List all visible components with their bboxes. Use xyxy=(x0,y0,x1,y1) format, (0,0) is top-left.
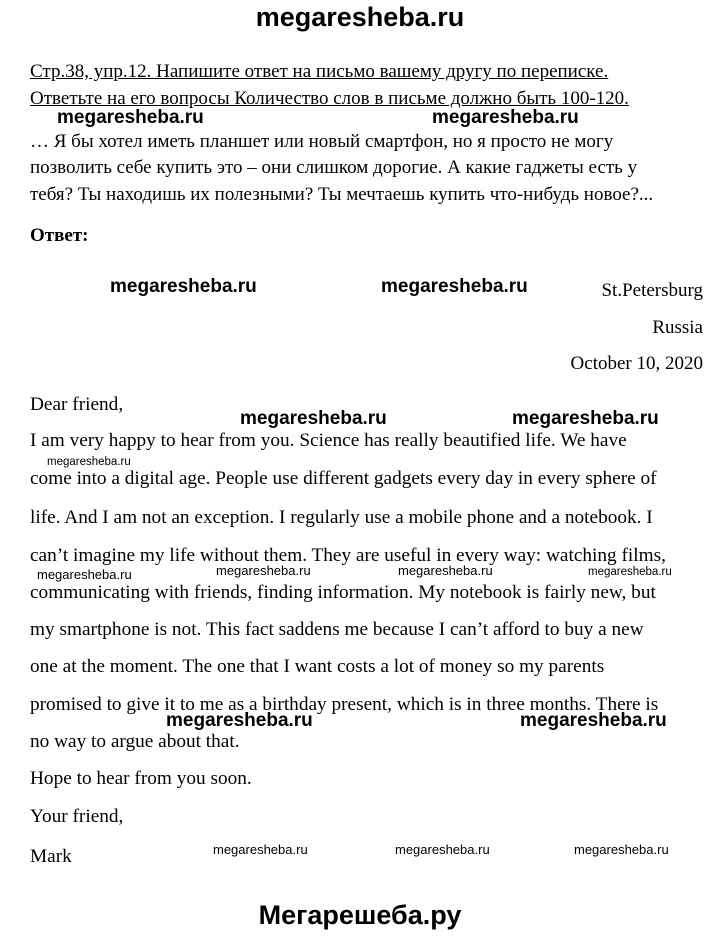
letter-closing: Hope to hear from you soon. xyxy=(30,768,252,789)
letter-date: October 10, 2020 xyxy=(570,353,703,374)
watermark: megaresheba.ru xyxy=(520,710,667,731)
watermark: megaresheba.ru xyxy=(432,107,579,128)
letter-body-line: come into a digital age. People use different gadgets every day in every sphere of xyxy=(30,468,657,489)
site-footer: Мегарешеба.ру xyxy=(258,900,462,930)
watermark: megaresheba.ru xyxy=(240,408,387,429)
watermark: megaresheba.ru xyxy=(395,842,490,857)
letter-body-line: can’t imagine my life without them. They are useful in every way: watching films, xyxy=(30,545,666,566)
address-city: St.Petersburg xyxy=(601,280,703,301)
watermark: megaresheba.ru xyxy=(57,107,204,128)
task-line-2: Ответьте на его вопросы Количество слов в письме должно быть 100-120. xyxy=(30,88,629,109)
letter-body-line: communicating with friends, finding information. My notebook is fairly new, but xyxy=(30,582,656,603)
letter-signature: Mark xyxy=(30,846,72,867)
letter-signoff: Your friend, xyxy=(30,806,124,827)
letter-body-line: no way to argue about that. xyxy=(30,731,240,752)
answer-label: Ответ: xyxy=(30,225,89,246)
watermark: megaresheba.ru xyxy=(37,567,132,582)
watermark: megaresheba.ru xyxy=(588,566,672,578)
watermark: megaresheba.ru xyxy=(574,842,669,857)
watermark: megaresheba.ru xyxy=(512,408,659,429)
watermark: megaresheba.ru xyxy=(216,563,311,578)
prompt-line-1: … Я бы хотел иметь планшет или новый смартфон, но я просто не могу xyxy=(30,131,614,152)
task-line-1: Стр.38, упр.12. Напишите ответ на письмо вашему другу по переписке. xyxy=(30,61,609,82)
letter-greeting: Dear friend, xyxy=(30,394,124,415)
watermark: megaresheba.ru xyxy=(166,710,313,731)
letter-body-line: one at the moment. The one that I want costs a lot of money so my parents xyxy=(30,656,605,677)
letter-body-line: promised to give it to me as a birthday present, which is in three months. There is xyxy=(30,694,659,715)
prompt-line-3: тебя? Ты находишь их полезными? Ты мечтаешь купить что-нибудь новое?... xyxy=(30,184,654,205)
watermark: megaresheba.ru xyxy=(381,276,528,297)
site-header: megaresheba.ru xyxy=(255,2,465,32)
watermark: megaresheba.ru xyxy=(110,276,257,297)
letter-body-line: I am very happy to hear from you. Science has really beautified life. We have xyxy=(30,430,627,451)
address-country: Russia xyxy=(652,317,703,338)
watermark: megaresheba.ru xyxy=(398,563,493,578)
prompt-line-2: позволить себе купить это – они слишком дорогие. А какие гаджеты есть у xyxy=(30,157,638,178)
watermark: megaresheba.ru xyxy=(213,842,308,857)
letter-body-line: life. And I am not an exception. I regularly use a mobile phone and a notebook. I xyxy=(30,507,653,528)
watermark: megaresheba.ru xyxy=(47,456,131,468)
letter-body-line: my smartphone is not. This fact saddens me because I can’t afford to buy a new xyxy=(30,619,644,640)
